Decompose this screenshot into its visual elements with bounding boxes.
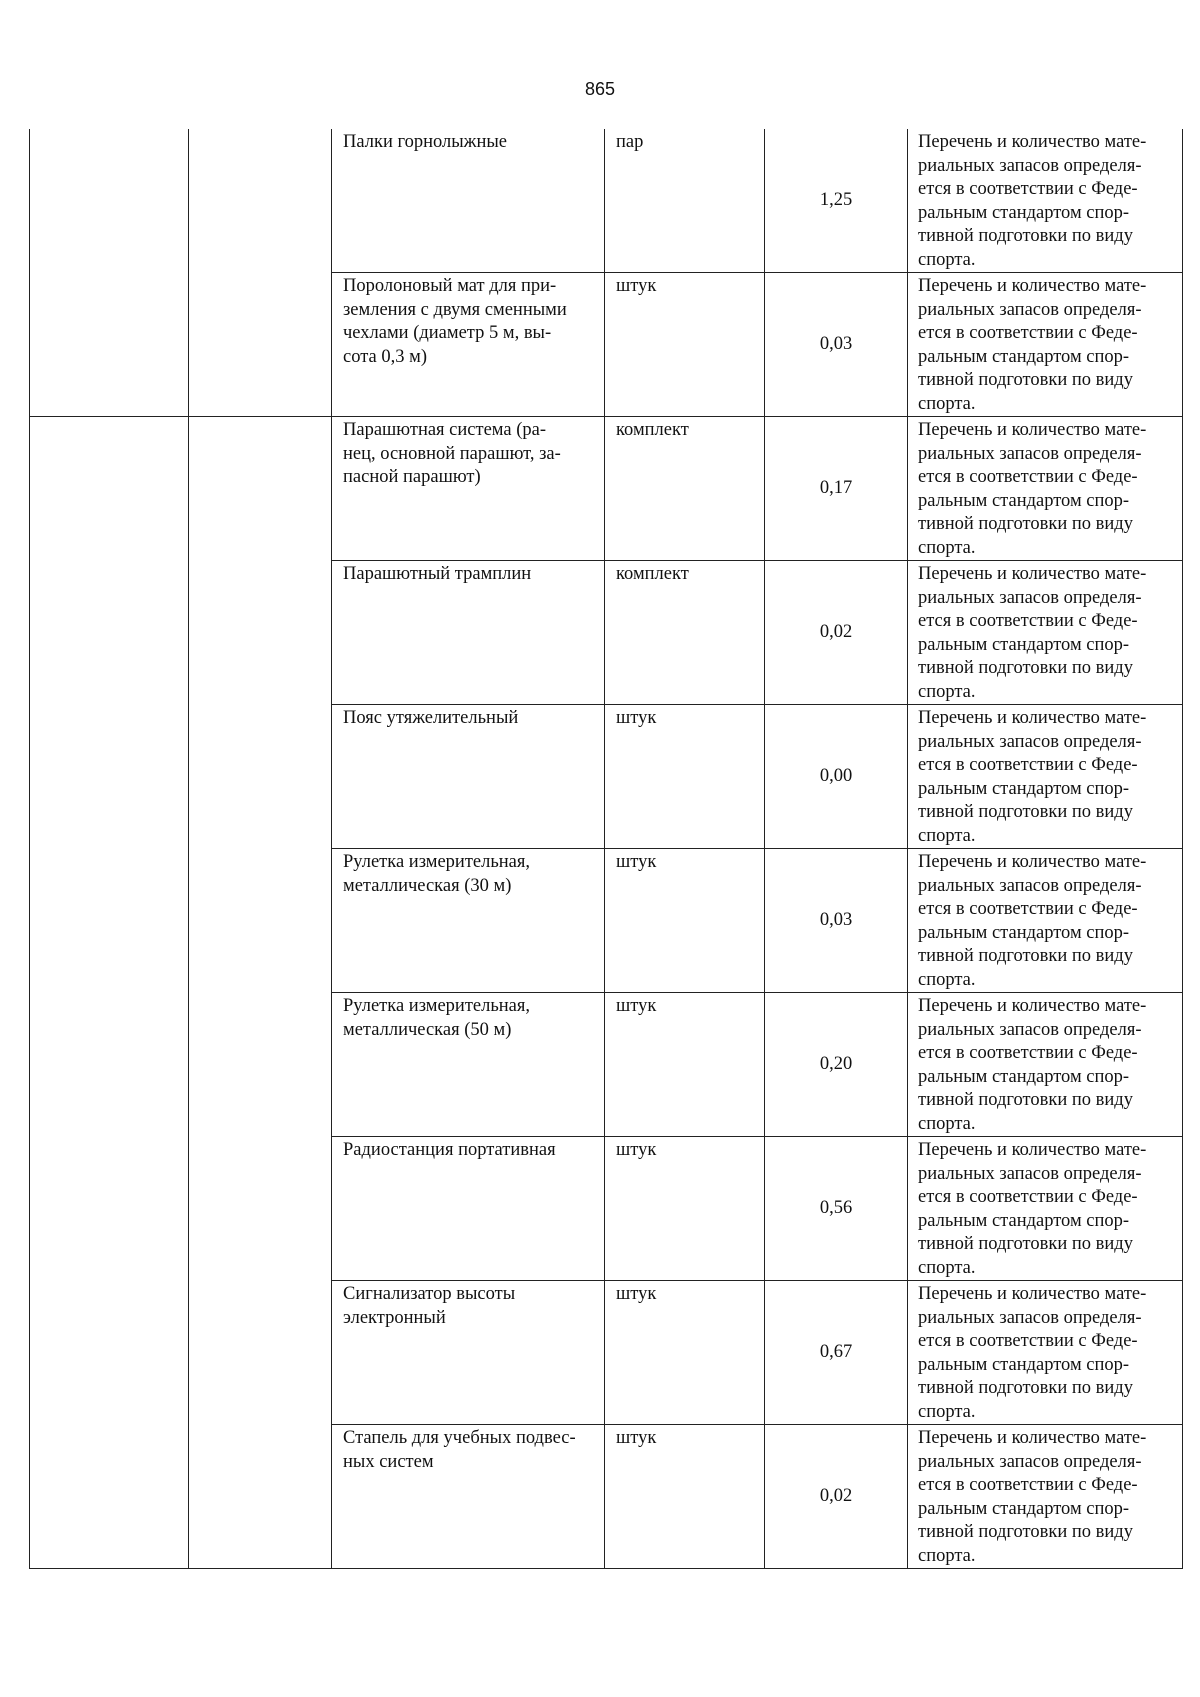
unit-text: штук xyxy=(616,276,657,296)
note-line: риальных запасов определя- xyxy=(918,875,1142,896)
table-row xyxy=(30,993,1183,1137)
note-line: тивной подготовки по виду xyxy=(918,226,1133,246)
table-row xyxy=(30,849,1183,993)
table-row xyxy=(30,1425,1183,1569)
unit-text: штук xyxy=(616,1284,657,1304)
note-line: ется в соответствии с Феде- xyxy=(918,467,1138,487)
quantity-value: 0,20 xyxy=(819,1053,853,1074)
note-line: тивной подготовки по виду xyxy=(918,802,1133,822)
item-name-line: Поролоновый мат для при- xyxy=(343,276,557,296)
item-name-cell xyxy=(332,273,605,417)
note-line: риальных запасов определя- xyxy=(918,1307,1142,1328)
note-line: ется в соответствии с Феде- xyxy=(918,323,1138,343)
item-name-line: Парашютная система (ра- xyxy=(343,420,547,440)
table-row xyxy=(30,561,1183,705)
unit-text: штук xyxy=(616,996,657,1016)
unit-cell xyxy=(605,1137,765,1281)
item-name-line: Стапель для учебных подвес- xyxy=(343,1428,576,1448)
quantity-cell xyxy=(765,705,908,849)
note-cell xyxy=(908,1425,1183,1569)
item-name-line: электронный xyxy=(343,1307,446,1328)
group-cell-col2 xyxy=(189,1425,332,1569)
note-line: Перечень и количество мате- xyxy=(918,1284,1147,1304)
note-line: риальных запасов определя- xyxy=(918,1019,1142,1040)
quantity-cell xyxy=(765,273,908,417)
note-line: спорта. xyxy=(918,1401,976,1422)
note-line: тивной подготовки по виду xyxy=(918,370,1133,390)
note-line: тивной подготовки по виду xyxy=(918,514,1133,534)
item-name-line: Парашютный трамплин xyxy=(343,564,532,584)
quantity-cell xyxy=(765,1281,908,1425)
note-line: Перечень и количество мате- xyxy=(918,420,1147,440)
note-line: ральным стандартом спор- xyxy=(918,1210,1130,1231)
note-line: Перечень и количество мате- xyxy=(918,276,1147,296)
note-cell xyxy=(908,705,1183,849)
group-cell-col1 xyxy=(30,129,189,273)
note-line: Перечень и количество мате- xyxy=(918,1428,1147,1448)
group-cell-col1 xyxy=(30,273,189,417)
note-line: риальных запасов определя- xyxy=(918,1451,1142,1472)
note-line: ральным стандартом спор- xyxy=(918,490,1130,511)
item-name-cell xyxy=(332,561,605,705)
group-cell-col1 xyxy=(30,1425,189,1569)
item-name-line: ных систем xyxy=(343,1451,434,1472)
note-line: спорта. xyxy=(918,681,976,702)
note-line: спорта. xyxy=(918,1113,976,1134)
note-cell xyxy=(908,1137,1183,1281)
note-cell xyxy=(908,129,1183,273)
unit-cell xyxy=(605,273,765,417)
note-line: ется в соответствии с Феде- xyxy=(918,179,1138,199)
unit-text: штук xyxy=(616,852,657,872)
note-line: спорта. xyxy=(918,537,976,558)
item-name-line: Палки горнолыжные xyxy=(343,132,507,152)
table-row xyxy=(30,129,1183,273)
note-line: ральным стандартом спор- xyxy=(918,346,1130,367)
unit-text: комплект xyxy=(616,420,689,440)
table-row xyxy=(30,1281,1183,1425)
quantity-value: 0,00 xyxy=(819,765,853,786)
note-line: ется в соответствии с Феде- xyxy=(918,1187,1138,1207)
table-row xyxy=(30,417,1183,561)
note-line: риальных запасов определя- xyxy=(918,155,1142,176)
item-name-line: металлическая (50 м) xyxy=(343,1019,512,1040)
note-line: тивной подготовки по виду xyxy=(918,1522,1133,1542)
item-name-cell xyxy=(332,1281,605,1425)
unit-text: штук xyxy=(616,1428,657,1448)
note-line: тивной подготовки по виду xyxy=(918,1378,1133,1398)
unit-cell xyxy=(605,993,765,1137)
unit-cell xyxy=(605,705,765,849)
group-cell-col2 xyxy=(189,1281,332,1425)
note-cell xyxy=(908,273,1183,417)
note-line: Перечень и количество мате- xyxy=(918,852,1147,872)
item-name-line: Рулетка измерительная, xyxy=(343,852,531,872)
note-line: ется в соответствии с Феде- xyxy=(918,1475,1138,1495)
note-line: спорта. xyxy=(918,1545,976,1566)
item-name-line: чехлами (диаметр 5 м, вы- xyxy=(343,323,552,343)
item-name-cell xyxy=(332,705,605,849)
item-name-cell xyxy=(332,129,605,273)
group-cell-col1 xyxy=(30,1281,189,1425)
group-cell-col2 xyxy=(189,129,332,273)
note-line: ется в соответствии с Феде- xyxy=(918,755,1138,775)
note-line: тивной подготовки по виду xyxy=(918,946,1133,966)
quantity-value: 0,02 xyxy=(819,621,853,642)
page-number: 865 xyxy=(584,79,616,99)
group-cell-col2 xyxy=(189,1137,332,1281)
quantity-cell xyxy=(765,561,908,705)
group-cell-col2 xyxy=(189,993,332,1137)
note-cell xyxy=(908,993,1183,1137)
quantity-cell xyxy=(765,1425,908,1569)
quantity-value: 0,03 xyxy=(819,333,853,354)
group-cell-col2 xyxy=(189,561,332,705)
quantity-cell xyxy=(765,129,908,273)
unit-text: штук xyxy=(616,708,657,728)
table-body xyxy=(30,129,1183,1569)
quantity-value: 1,25 xyxy=(819,189,853,210)
note-line: спорта. xyxy=(918,249,976,270)
note-line: ральным стандартом спор- xyxy=(918,1354,1130,1375)
unit-cell xyxy=(605,849,765,993)
note-line: тивной подготовки по виду xyxy=(918,1090,1133,1110)
item-name-line: сота 0,3 м) xyxy=(343,346,427,367)
quantity-value: 0,03 xyxy=(819,909,853,930)
item-name-cell xyxy=(332,993,605,1137)
note-line: спорта. xyxy=(918,969,976,990)
table-row xyxy=(30,1137,1183,1281)
item-name-line: Радиостанция портативная xyxy=(343,1140,556,1160)
quantity-value: 0,02 xyxy=(819,1485,853,1506)
group-cell-col1 xyxy=(30,561,189,705)
item-name-line: металлическая (30 м) xyxy=(343,875,512,896)
group-cell-col1 xyxy=(30,705,189,849)
note-line: ральным стандартом спор- xyxy=(918,778,1130,799)
table-row xyxy=(30,273,1183,417)
note-line: тивной подготовки по виду xyxy=(918,658,1133,678)
note-line: ральным стандартом спор- xyxy=(918,202,1130,223)
item-name-line: пасной парашют) xyxy=(343,467,481,487)
note-line: риальных запасов определя- xyxy=(918,443,1142,464)
note-line: ется в соответствии с Феде- xyxy=(918,611,1138,631)
note-line: Перечень и количество мате- xyxy=(918,1140,1147,1160)
materials-table-wrapper xyxy=(29,129,1183,1569)
note-cell xyxy=(908,849,1183,993)
note-line: Перечень и количество мате- xyxy=(918,564,1147,584)
quantity-cell xyxy=(765,993,908,1137)
group-cell-col1 xyxy=(30,849,189,993)
note-line: риальных запасов определя- xyxy=(918,1163,1142,1184)
note-line: Перечень и количество мате- xyxy=(918,996,1147,1016)
group-cell-col1 xyxy=(30,993,189,1137)
table-row xyxy=(30,705,1183,849)
item-name-line: нец, основной парашют, за- xyxy=(343,443,561,464)
note-line: риальных запасов определя- xyxy=(918,299,1142,320)
group-cell-col2 xyxy=(189,705,332,849)
unit-text: комплект xyxy=(616,564,689,584)
item-name-cell xyxy=(332,1137,605,1281)
note-cell xyxy=(908,1281,1183,1425)
unit-text: пар xyxy=(616,132,644,152)
note-line: ется в соответствии с Феде- xyxy=(918,1331,1138,1351)
note-line: спорта. xyxy=(918,825,976,846)
note-line: риальных запасов определя- xyxy=(918,731,1142,752)
quantity-value: 0,67 xyxy=(819,1341,853,1362)
group-cell-col2 xyxy=(189,849,332,993)
note-line: ральным стандартом спор- xyxy=(918,1066,1130,1087)
item-name-line: Сигнализатор высоты xyxy=(343,1284,516,1304)
item-name-line: Пояс утяжелительный xyxy=(343,708,519,728)
quantity-value: 0,56 xyxy=(819,1197,853,1218)
note-line: спорта. xyxy=(918,393,976,414)
note-line: спорта. xyxy=(918,1257,976,1278)
materials-table xyxy=(29,129,1183,1569)
unit-cell xyxy=(605,561,765,705)
note-cell xyxy=(908,561,1183,705)
note-line: Перечень и количество мате- xyxy=(918,132,1147,152)
unit-cell xyxy=(605,1425,765,1569)
item-name-line: Рулетка измерительная, xyxy=(343,996,531,1016)
group-cell-col2 xyxy=(189,417,332,561)
group-cell-col2 xyxy=(189,273,332,417)
unit-cell xyxy=(605,417,765,561)
group-cell-col1 xyxy=(30,417,189,561)
quantity-cell xyxy=(765,417,908,561)
note-line: риальных запасов определя- xyxy=(918,587,1142,608)
quantity-cell xyxy=(765,1137,908,1281)
note-line: ральным стандартом спор- xyxy=(918,922,1130,943)
item-name-line: земления с двумя сменными xyxy=(343,299,567,320)
note-line: ральным стандартом спор- xyxy=(918,1498,1130,1519)
quantity-value: 0,17 xyxy=(819,477,853,498)
quantity-cell xyxy=(765,849,908,993)
note-cell xyxy=(908,417,1183,561)
group-cell-col1 xyxy=(30,1137,189,1281)
note-line: ральным стандартом спор- xyxy=(918,634,1130,655)
unit-text: штук xyxy=(616,1140,657,1160)
item-name-cell xyxy=(332,417,605,561)
note-line: ется в соответствии с Феде- xyxy=(918,899,1138,919)
note-line: ется в соответствии с Феде- xyxy=(918,1043,1138,1063)
note-line: тивной подготовки по виду xyxy=(918,1234,1133,1254)
item-name-cell xyxy=(332,849,605,993)
item-name-cell xyxy=(332,1425,605,1569)
note-line: Перечень и количество мате- xyxy=(918,708,1147,728)
unit-cell xyxy=(605,1281,765,1425)
unit-cell xyxy=(605,129,765,273)
